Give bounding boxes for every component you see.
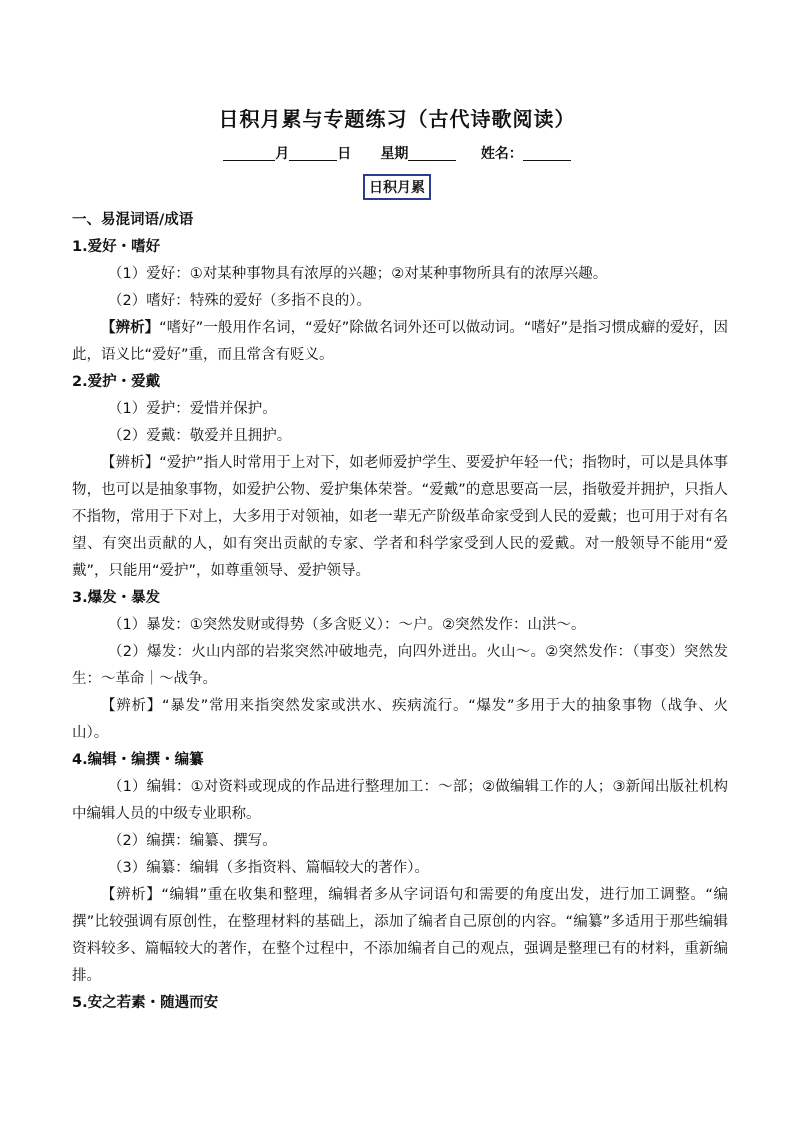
analysis-text: “爱护”指人时常用于上对下，如老师爱护学生、要爱护年轻一代；指物时，可以是具体事物，也可以是抽象事物，如爱护公物、爱护集体荣誉。“爱戴”的意思要高一层，指敬爱并拥护，只指人不指物，常用于下对上，大多用于对领袖，如老一辈无产阶级革命家受到人民的爱戴；也可用于对有名望、有突出贡献的人，如有突出贡献的专家、学者和科学家受到人民的爱戴。对一般领导不能用“爱戴”，只能用“爱护”，如尊重领导、爱护领导。 <box>72 455 728 579</box>
item-heading: 1.爱好・嗜好 <box>72 239 161 255</box>
day-label: 日 <box>337 146 352 162</box>
definition: （2）嗜好：特殊的爱好（多指不良的）。 <box>108 293 371 309</box>
month-blank[interactable] <box>223 146 275 161</box>
analysis-paragraph <box>72 315 728 369</box>
month-label: 月 <box>275 146 290 162</box>
item-heading: 4.编辑・编撰・编纂 <box>72 752 204 768</box>
day-blank[interactable] <box>289 146 337 161</box>
definition: （2）爱戴：敬爱并且拥护。 <box>108 428 292 444</box>
section-heading: 一、易混词语/成语 <box>72 212 194 228</box>
analysis-label: 【辨析】 <box>101 887 162 903</box>
definition: （1）编辑：①对资料或现成的作品进行整理加工：～部；②做编辑工作的人；③新闻出版社机构中编辑人员的中级专业职称。 <box>72 779 728 822</box>
analysis-text: “嗜好”一般用作名词，“爱好”除做名词外还可以做动词。“嗜好”是指习惯成癖的爱好，因此，语义比“爱好”重，而且常含有贬义。 <box>72 320 728 363</box>
analysis-label: 【辨析】 <box>101 698 162 714</box>
name-blank[interactable] <box>523 146 571 161</box>
analysis-text: “编辑”重在收集和整理，编辑者多从字词语句和需要的角度出发，进行加工调整。“编撰”比较强调有原创性，在整理材料的基础上，添加了编者自己原创的内容。“编纂”多适用于那些编辑资料较多、篇幅较大的著作，在整个过程中，不添加编者自己的观点，强调是整理已有的材料，重新编排。 <box>72 887 729 984</box>
definition: （2）爆发：火山内部的岩浆突然冲破地壳，向四外迸出。火山～。②突然发作：（事变）突然发生：～革命｜～战争。 <box>72 644 728 687</box>
name-label: 姓名： <box>480 146 523 162</box>
week-label: 星期 <box>380 146 409 162</box>
analysis-text: “暴发”常用来指突然发家或洪水、疾病流行。“爆发”多用于大的抽象事物（战争、火山）。 <box>72 698 729 741</box>
item-heading: 5.安之若素・随遇而安 <box>72 995 219 1011</box>
analysis-paragraph <box>72 882 728 990</box>
section-badge: 日积月累 <box>363 174 431 200</box>
definition: （2）编撰：编纂、撰写。 <box>108 833 277 849</box>
page-title: 日积月累与专题练习（古代诗歌阅读） <box>218 107 576 131</box>
badge-row <box>0 174 794 200</box>
content <box>72 207 728 1017</box>
date-line <box>0 143 794 163</box>
definition: （1）爱好：①对某种事物具有浓厚的兴趣；②对某种事物所具有的浓厚兴趣。 <box>108 266 608 282</box>
definition: （3）编纂：编辑（多指资料、篇幅较大的著作）。 <box>108 860 429 876</box>
item-heading: 2.爱护・爱戴 <box>72 374 161 390</box>
analysis-paragraph <box>72 450 728 585</box>
week-blank[interactable] <box>408 146 456 161</box>
definition: （1）暴发：①突然发财或得势（多含贬义）：～户。②突然发作：山洪～。 <box>108 617 586 633</box>
definition: （1）爱护：爱惜并保护。 <box>108 401 277 417</box>
analysis-paragraph <box>72 693 728 747</box>
analysis-label: 【辨析】 <box>101 455 160 471</box>
analysis-label: 【辨析】 <box>101 320 160 336</box>
item-heading: 3.爆发・暴发 <box>72 590 161 606</box>
